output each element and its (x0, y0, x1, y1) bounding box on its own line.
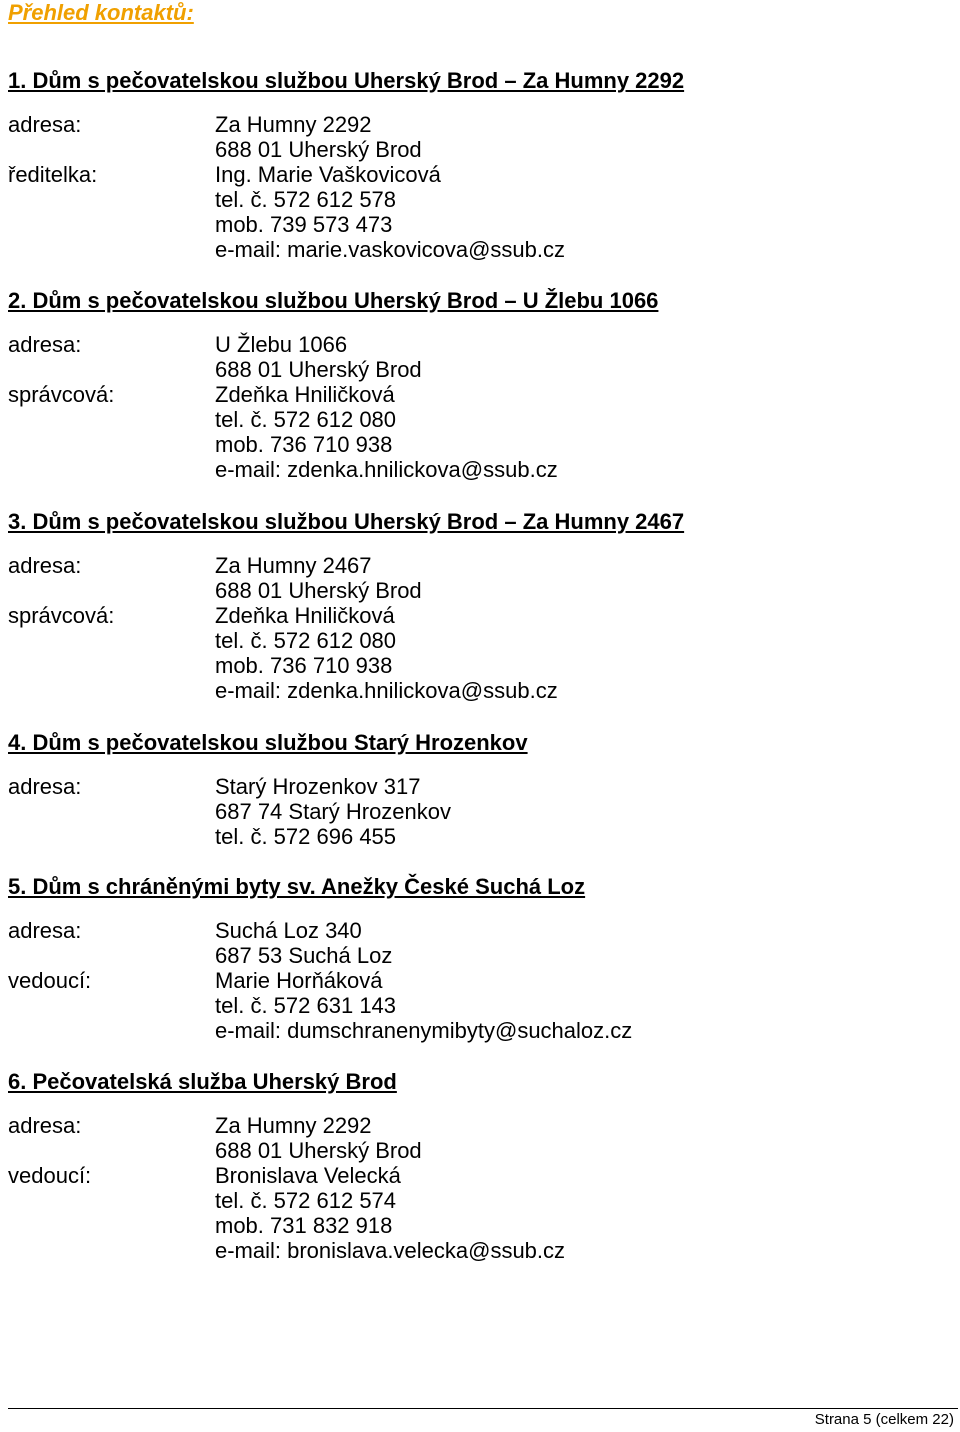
contact-row (8, 212, 948, 237)
row-label (8, 1238, 215, 1263)
row-label (8, 1213, 215, 1238)
contact-section-6 (8, 1069, 948, 1263)
email-value: e-mail: dumschranenymibyty@suchaloz.cz (215, 1018, 633, 1043)
row-label: adresa: (8, 918, 82, 943)
row-label (8, 799, 215, 824)
page-number: Strana 5 (celkem 22) (814, 1411, 954, 1428)
row-value: 688 01 Uherský Brod (215, 137, 422, 162)
contact-row (8, 918, 948, 943)
row-label (8, 943, 215, 968)
page-title: Přehled kontaktů: (8, 0, 194, 25)
contact-row (8, 382, 948, 407)
contact-row (8, 457, 948, 482)
contact-row (8, 578, 948, 603)
section-heading: 2. Dům s pečovatelskou službou Uherský Brod – U Žlebu 1066 (8, 288, 659, 313)
row-label (8, 137, 215, 162)
row-value: Za Humny 2467 (215, 553, 372, 578)
row-value: mob. 731 832 918 (215, 1213, 393, 1238)
row-label (8, 1138, 215, 1163)
contact-row (8, 407, 948, 432)
row-value: 688 01 Uherský Brod (215, 357, 422, 382)
row-value: tel. č. 572 612 574 (215, 1188, 397, 1213)
contact-row (8, 332, 948, 357)
contact-section-2 (8, 288, 948, 482)
contact-row (8, 1138, 948, 1163)
row-label (8, 653, 215, 678)
contact-row (8, 943, 948, 968)
footer-divider (8, 1408, 958, 1409)
contact-row (8, 137, 948, 162)
contact-row (8, 1163, 948, 1188)
contact-row (8, 432, 948, 457)
row-label (8, 578, 215, 603)
row-label: adresa: (8, 553, 82, 578)
contact-section-3 (8, 509, 948, 703)
row-label (8, 237, 215, 262)
contact-row (8, 603, 948, 628)
row-value: tel. č. 572 612 080 (215, 407, 397, 432)
section-heading: 5. Dům s chráněnými byty sv. Anežky České Suchá Loz (8, 874, 586, 899)
contact-row (8, 187, 948, 212)
row-label (8, 678, 215, 703)
contact-row (8, 1018, 948, 1043)
row-value: Suchá Loz 340 (215, 918, 362, 943)
row-label (8, 1188, 215, 1213)
contact-row (8, 993, 948, 1018)
contact-row (8, 1238, 948, 1263)
row-value: tel. č. 572 612 080 (215, 628, 397, 653)
row-label: adresa: (8, 1113, 82, 1138)
row-label: správcová: (8, 382, 115, 407)
contact-row (8, 162, 948, 187)
row-label: správcová: (8, 603, 115, 628)
row-value: Ing. Marie Vaškovicová (215, 162, 441, 187)
contact-section-1 (8, 68, 948, 262)
email-value: e-mail: bronislava.velecka@ssub.cz (215, 1238, 566, 1263)
contact-section-5 (8, 874, 948, 1043)
row-value: mob. 739 573 473 (215, 212, 393, 237)
row-value: 687 74 Starý Hrozenkov (215, 799, 452, 824)
row-value: Za Humny 2292 (215, 112, 372, 137)
row-label (8, 824, 215, 849)
row-value: tel. č. 572 696 455 (215, 824, 397, 849)
email-value: e-mail: zdenka.hnilickova@ssub.cz (215, 457, 558, 482)
section-heading: 1. Dům s pečovatelskou službou Uherský Brod – Za Humny 2292 (8, 68, 685, 93)
section-heading: 6. Pečovatelská služba Uherský Brod (8, 1069, 397, 1094)
row-value: Zdeňka Hniličková (215, 382, 395, 407)
contact-row (8, 653, 948, 678)
row-value: tel. č. 572 612 578 (215, 187, 397, 212)
email-value: e-mail: marie.vaskovicova@ssub.cz (215, 237, 565, 262)
row-value: 688 01 Uherský Brod (215, 578, 422, 603)
row-label (8, 187, 215, 212)
row-value: mob. 736 710 938 (215, 432, 393, 457)
row-value: tel. č. 572 631 143 (215, 993, 397, 1018)
contact-row (8, 824, 948, 849)
contact-row (8, 774, 948, 799)
row-label: adresa: (8, 774, 82, 799)
row-label (8, 432, 215, 457)
row-label (8, 457, 215, 482)
section-heading: 4. Dům s pečovatelskou službou Starý Hrozenkov (8, 730, 528, 755)
contact-row (8, 237, 948, 262)
row-label (8, 628, 215, 653)
section-heading: 3. Dům s pečovatelskou službou Uherský Brod – Za Humny 2467 (8, 509, 685, 534)
contact-row (8, 1113, 948, 1138)
row-label (8, 407, 215, 432)
row-label (8, 212, 215, 237)
row-value: U Žlebu 1066 (215, 332, 348, 357)
contact-row (8, 553, 948, 578)
contact-row (8, 1188, 948, 1213)
row-value: Starý Hrozenkov 317 (215, 774, 421, 799)
contact-section-4 (8, 730, 948, 849)
contact-row (8, 968, 948, 993)
row-value: 687 53 Suchá Loz (215, 943, 393, 968)
contact-row (8, 799, 948, 824)
row-label: vedoucí: (8, 968, 92, 993)
row-value: Bronislava Velecká (215, 1163, 401, 1188)
row-label (8, 357, 215, 382)
row-label: ředitelka: (8, 162, 98, 187)
row-label: adresa: (8, 112, 82, 137)
row-label: vedoucí: (8, 1163, 92, 1188)
email-value: e-mail: zdenka.hnilickova@ssub.cz (215, 678, 558, 703)
row-value: Marie Horňáková (215, 968, 383, 993)
row-value: mob. 736 710 938 (215, 653, 393, 678)
row-label (8, 1018, 215, 1043)
row-label (8, 993, 215, 1018)
contact-row (8, 628, 948, 653)
contact-row (8, 357, 948, 382)
row-value: Zdeňka Hniličková (215, 603, 395, 628)
contact-row (8, 678, 948, 703)
contact-row (8, 112, 948, 137)
row-value: Za Humny 2292 (215, 1113, 372, 1138)
contact-row (8, 1213, 948, 1238)
row-value: 688 01 Uherský Brod (215, 1138, 422, 1163)
row-label: adresa: (8, 332, 82, 357)
